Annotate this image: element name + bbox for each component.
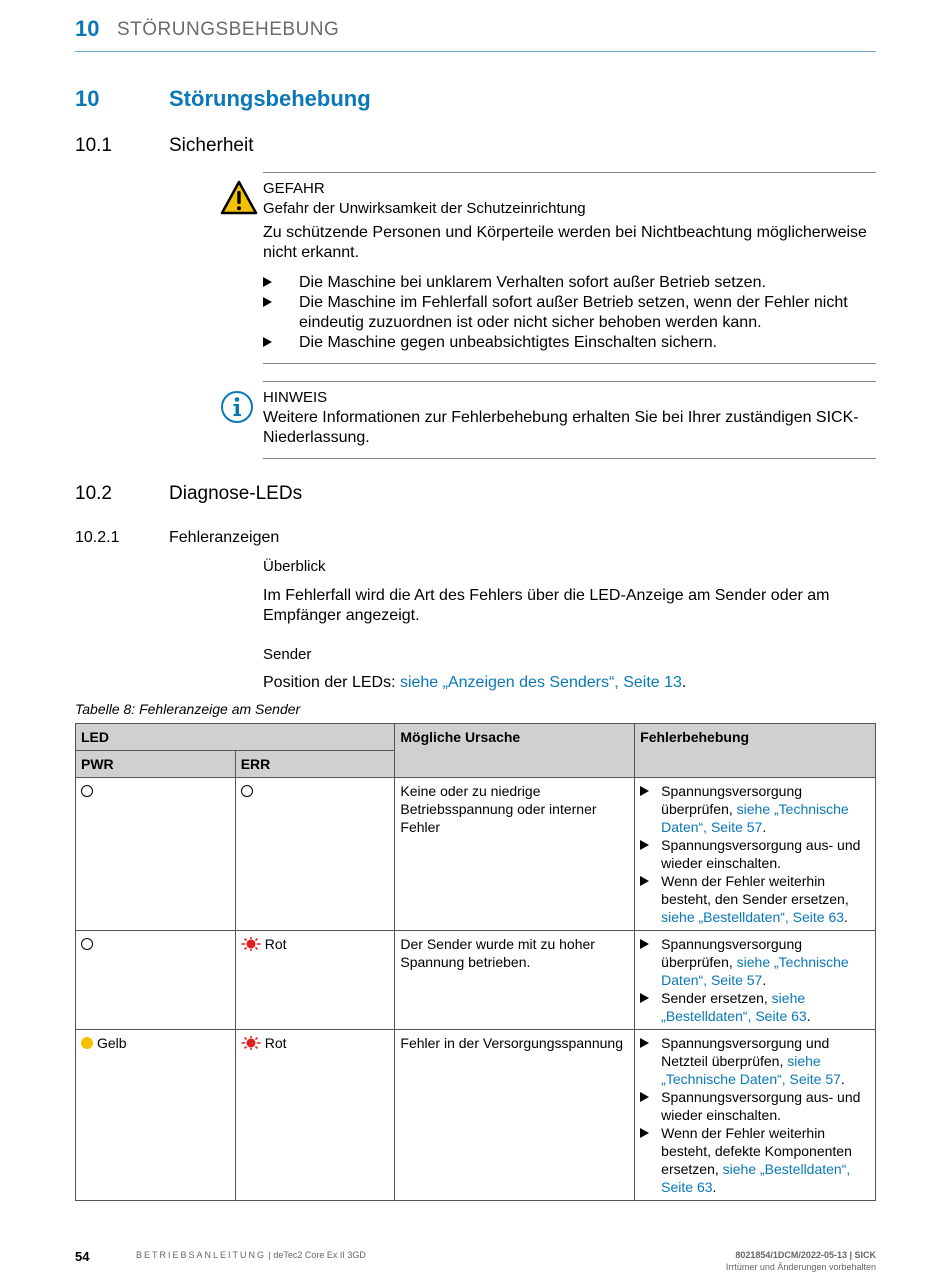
table-caption: Tabelle 8: Fehleranzeige am Sender [75,701,301,717]
led-off-icon [81,938,93,950]
section-title-10-2-1: Fehleranzeigen [169,529,280,546]
cause-cell: Der Sender wurde mit zu hoher Spannung betrieben. [395,931,635,1030]
bullet-arrow-icon [640,840,649,850]
bullet-arrow-icon [640,993,649,1003]
pwr-cell [76,931,236,1030]
bullet-arrow-icon [263,297,272,307]
order-data-link[interactable]: siehe „Bestelldaten“, Seite 63 [661,909,845,925]
bullet-arrow-icon [640,1128,649,1138]
overview-body: Im Fehlerfall wird die Art des Fehlers über die LED-Anzeige am Sender oder am Empfänger angezeigt. [263,587,830,624]
pwr-cell: Gelb [76,1030,236,1201]
err-cell [235,778,395,931]
section-number-10-2: 10.2 [75,483,112,504]
list-item: Spannungsversorgung aus- und wieder einschalten. [640,1088,870,1124]
cause-cell: Keine oder zu niedrige Betriebsspannung oder interner Fehler [395,778,635,931]
footer-reference [726,1249,876,1273]
info-icon [220,390,254,429]
danger-label: GEFAHR [263,180,325,197]
section-number-10-1: 10.1 [75,135,112,156]
list-item: Spannungsversorgung überprüfen, siehe „Technische Daten“, Seite 57. [640,935,870,989]
bullet-arrow-icon [640,876,649,886]
fix-cell [635,778,876,931]
list-item: Die Maschine bei unklarem Verhalten sofort außer Betrieb setzen. [263,273,876,293]
footer-doc-type: BETRIEBSANLEITUNG [136,1250,267,1260]
note-notice [263,381,876,459]
bullet-arrow-icon [263,337,272,347]
section-number-10-2-1: 10.2.1 [75,529,120,546]
column-header-fix: Fehlerbehebung [635,724,876,778]
list-item: Wenn der Fehler weiterhin besteht, defekte Komponenten ersetzen, siehe „Bestelldaten“, Seite 63. [640,1124,870,1196]
danger-body: Zu schützende Personen und Körperteile werden bei Nichtbeachtung möglicherweise nicht erkannt. [263,224,867,261]
led-red-flashing-icon [241,1036,261,1050]
page-number: 54 [75,1249,90,1264]
technical-data-link[interactable]: siehe „Technische Daten“, Seite 57 [661,1053,841,1087]
led-position-text: Position der LEDs: siehe „Anzeigen des Senders“, Seite 13. [263,674,687,691]
chapter-number: 10 [75,86,100,111]
column-header-cause: Mögliche Ursache [395,724,635,778]
order-data-link[interactable]: siehe „Bestelldaten“, Seite 63 [661,990,807,1024]
warning-triangle-icon [220,180,258,220]
bullet-arrow-icon [640,1038,649,1048]
running-header [75,14,876,52]
list-item: Spannungsversorgung und Netzteil überprüfen, siehe „Technische Daten“, Seite 57. [640,1034,870,1088]
danger-subtitle: Gefahr der Unwirksamkeit der Schutzeinrichtung [263,200,586,217]
footer-disclaimer: Irrtümer und Änderungen vorbehalten [725,1262,876,1272]
cause-cell: Fehler in der Versorgungsspannung [395,1030,635,1201]
column-header-led: LED [76,724,395,751]
list-item: Sender ersetzen, siehe „Bestelldaten“, Seite 63. [640,989,870,1025]
header-chapter-number: 10 [75,16,100,41]
senders-display-link[interactable]: siehe „Anzeigen des Senders“, Seite 13 [399,674,682,691]
led-off-icon [81,785,93,797]
table-row [76,931,876,1030]
bullet-arrow-icon [640,786,649,796]
bullet-arrow-icon [640,1092,649,1102]
danger-notice [263,172,876,364]
list-item: Spannungsversorgung überprüfen, siehe „Technische Daten“, Seite 57. [640,782,870,836]
sender-heading: Sender [263,646,312,663]
technical-data-link[interactable]: siehe „Technische Daten“, Seite 57 [661,954,849,988]
column-header-err: ERR [235,751,395,778]
list-item: Wenn der Fehler weiterhin besteht, den Sender ersetzen, siehe „Bestelldaten“, Seite 63. [640,872,870,926]
note-label: HINWEIS [263,389,328,406]
header-chapter-title: STÖRUNGSBEHEBUNG [117,19,340,40]
section-title-10-1: Sicherheit [169,135,254,156]
fix-cell [635,1030,876,1201]
footer-doc-ref: 8021854/1DCM/2022-05-13 | SICK [735,1250,876,1260]
footer-product: deTec2 Core Ex II 3GD [273,1250,366,1260]
note-body: Weitere Informationen zur Fehlerbehebung erhalten Sie bei Ihrer zuständigen SICK-Niederlassung. [263,409,859,446]
order-data-link[interactable]: siehe „Bestelldaten“, Seite 63 [661,1161,851,1195]
list-item: Die Maschine gegen unbeabsichtigtes Einschalten sichern. [263,333,876,353]
err-cell: Rot [235,931,395,1030]
column-header-pwr: PWR [76,751,236,778]
technical-data-link[interactable]: siehe „Technische Daten“, Seite 57 [661,801,849,835]
error-display-table [75,723,876,1201]
err-cell: Rot [235,1030,395,1201]
led-yellow-icon [81,1037,93,1049]
table-row [76,778,876,931]
fix-cell [635,931,876,1030]
bullet-arrow-icon [640,939,649,949]
chapter-title: Störungsbehebung [169,86,371,111]
list-item: Spannungsversorgung aus- und wieder einschalten. [640,836,870,872]
list-item: Die Maschine im Fehlerfall sofort außer Betrieb setzen, wenn der Fehler nicht eindeutig zuzuordnen ist oder nicht sicher behoben werden kann. [263,293,876,333]
table-row [76,1030,876,1201]
footer-document-info: BETRIEBSANLEITUNG | deTec2 Core Ex II 3GD [136,1250,366,1260]
bullet-arrow-icon [263,277,272,287]
led-off-icon [241,785,253,797]
overview-heading: Überblick [263,558,326,575]
section-title-10-2: Diagnose-LEDs [169,483,303,504]
led-red-flashing-icon [241,937,261,951]
danger-measures-list [263,273,876,353]
pwr-cell [76,778,236,931]
